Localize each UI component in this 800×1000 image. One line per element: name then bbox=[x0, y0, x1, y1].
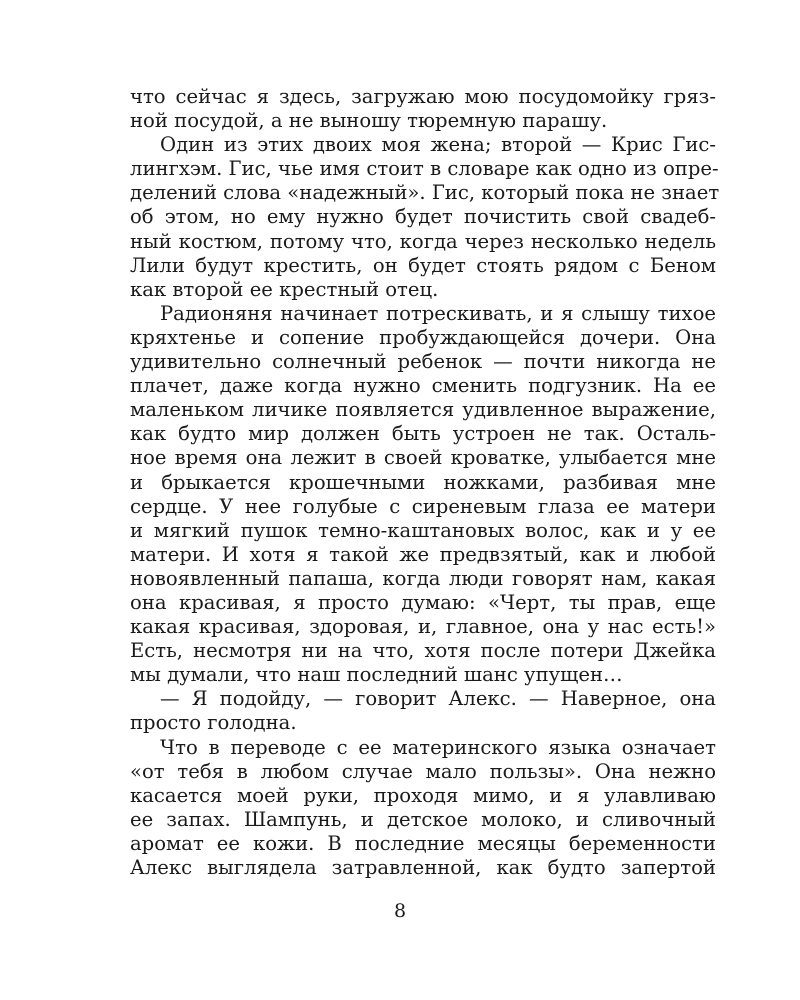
text-line: матери. И хотя я такой же предвзятый, как и любой bbox=[130, 542, 716, 566]
text-line: и брыкается крошечными ножками, разбивая мне bbox=[130, 470, 716, 494]
text-line: лингхэм. Гис, чье имя стоит в словаре как одно из опре- bbox=[130, 157, 719, 181]
text-line: мы думали, что наш последний шанс упущен… bbox=[130, 663, 623, 687]
text-line: — Я подойду, — говорит Алекс. — Наверное, она bbox=[160, 687, 716, 711]
text-line: что сейчас я здесь, загружаю мою посудомойку гряз- bbox=[130, 85, 716, 108]
text-line: ный костюм, потому что, когда через несколько недель bbox=[130, 229, 716, 253]
text-line: кряхтенье и сопение пробуждающейся дочери. Она bbox=[130, 325, 716, 349]
text-line: касается моей руки, проходя мимо, и я улавливаю bbox=[130, 783, 716, 807]
text-line: как будто мир должен быть устроен не так. Осталь- bbox=[130, 422, 716, 446]
text-line: Радионяня начинает потрескивать, и я слышу тихое bbox=[160, 301, 716, 325]
text-line: об этом, но ему нужно будет почистить свой свадеб- bbox=[130, 205, 716, 229]
text-line: Есть, несмотря ни на что, хотя после потери Джейка bbox=[130, 639, 716, 663]
body-text bbox=[130, 85, 720, 880]
text-line: делений слова «надежный». Гис, который пока не знает bbox=[130, 181, 720, 205]
text-line: Алекс выглядела затравленной, как будто запертой bbox=[130, 856, 716, 879]
text-line: ной посудой, а не выношу тюремную парашу. bbox=[130, 109, 608, 133]
text-line: сердце. У нее голубые с сиреневым глаза ее матери bbox=[130, 494, 716, 518]
text-line: просто голодна. bbox=[130, 711, 297, 735]
text-line: плачет, даже когда нужно сменить подгузник. На ее bbox=[130, 374, 716, 398]
page-number: 8 bbox=[393, 900, 407, 922]
text-line: новоявленный папаша, когда люди говорят нам, какая bbox=[130, 566, 716, 590]
text-line: Один из этих двоих моя жена; второй — Крис Гис- bbox=[160, 133, 716, 157]
text-line: Что в переводе с ее материнского языка означает bbox=[160, 735, 716, 759]
text-line: какая красивая, здоровая, и, главное, она у нас есть!» bbox=[130, 615, 716, 639]
text-line: и мягкий пушок темно-каштановых волос, как и у ее bbox=[130, 518, 716, 542]
text-line: аромат ее кожи. В последние месяцы беременности bbox=[130, 831, 716, 855]
text-line: ее запах. Шампунь, и детское молоко, и сливочный bbox=[130, 807, 716, 831]
text-line: как второй ее крестный отец. bbox=[130, 277, 439, 301]
text-line: удивительно солнечный ребенок — почти никогда не bbox=[130, 350, 716, 374]
text-line: она красивая, я просто думаю: «Черт, ты прав, еще bbox=[130, 590, 716, 614]
text-line: Лили будут крестить, он будет стоять рядом с Беном bbox=[130, 253, 716, 277]
text-line: «от тебя в любом случае мало пользы». Она нежно bbox=[130, 759, 716, 783]
text-line: ное время она лежит в своей кроватке, улыбается мне bbox=[130, 446, 716, 470]
text-line: маленьком личике появляется удивленное выражение, bbox=[130, 398, 716, 422]
